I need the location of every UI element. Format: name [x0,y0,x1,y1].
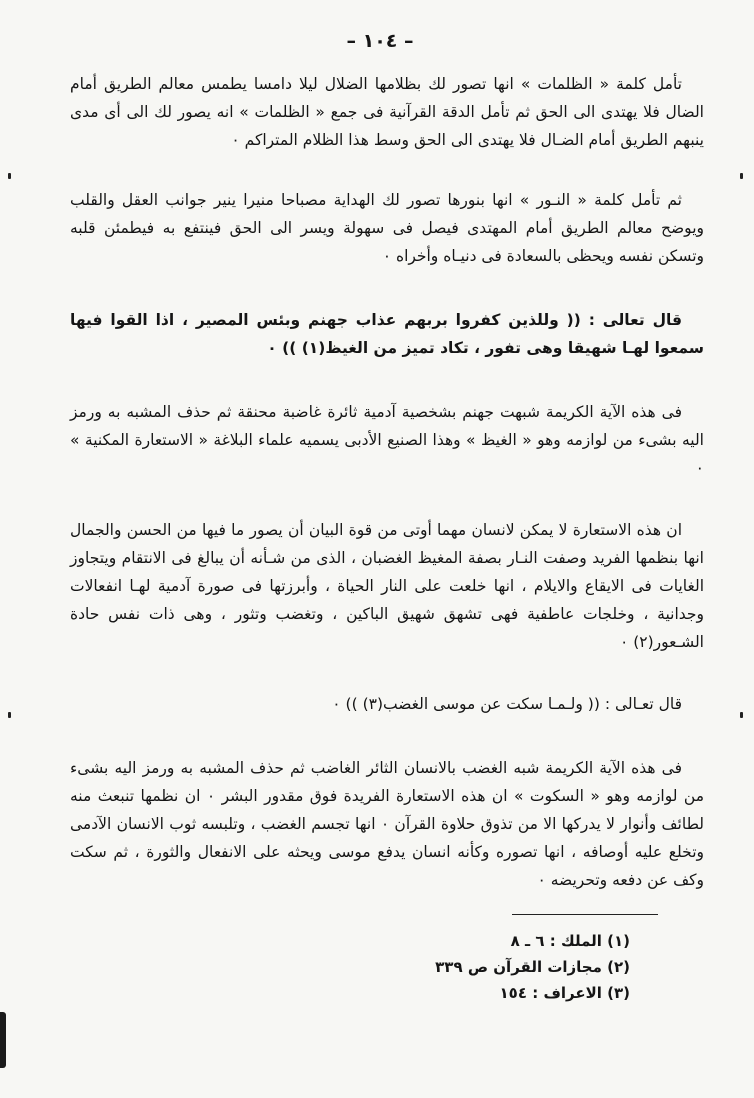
footnote-item: (٣) الاعراف : ١٥٤ [499,984,630,1002]
footnote-divider [512,914,658,915]
page-body [70,70,704,894]
paragraph-light: ثم تأمل كلمة « النـور » انها بنورها تصور لك الهداية مصباحا منيرا ينير جوانب العقل والقلب ويوضح معالم الطريق أمام المهتدى فيصل فى سهولة ويسر الى الحق فينتفع به فيطمئن قلبه وتسكن نفسه ويحظى بالسعادة فى دنيـاه وأخراه ٠ [70,191,704,265]
footnote-item: (١) الملك : ٦ ـ ٨ [510,932,630,950]
paragraph-anger-metaphor: فى هذه الآية الكريمة شبه الغضب بالانسان الثائر الغاضب ثم حذف المشبه به ورمز اليه بشىء من لوازمه وهو « السكوت » ان هذه الاستعارة الفريدة فوق مقدور البشر ٠ ان نظمها تنبعث منه لطائف وأنوار لا يدركها الا من تذوق حلاوة القرآن ٠ انها تجسم الغضب ، وتلبسه ثوب الانسان الآدمى وتخلع عليه أوصافه ، انها تصوره وكأنه انسان يدفع موسى ويحثه على الانفعال والثورة ، ثم سكت وكف عن دفعه وتحريضه ٠ [70,759,705,889]
verse-quote-anger: قال تعـالى : (( ولـمـا سكت عن موسى الغضب(٣) )) ٠ [332,695,682,713]
verse-quote-hell: قال تعالى : (( وللذين كفروا بربهم عذاب جهنم وبئس المصير ، اذا القوا فيها سمعوا لهـا شهيقا وهى تفور ، تكاد تميز من الغيظ(١) )) ٠ [70,311,704,357]
paragraph-metaphor-analysis: ان هذه الاستعارة لا يمكن لانسان مهما أوتى من قوة البيان أن يصور ما فيها من الحسن والجمال انها بنظمها الفريد وصفت النـار بصفة المغيظ الغضبان ، الذى من شـأنه أن يبالغ فى الانتقام ويتجاوز الغايات فى الايقاع والايلام ، انها خلعت على النار الحياة ، وأبرزتها فى صورة آدمية لهـا انفعالات وجدانية ، وخلجات عاطفية فهى تشهق شهيق الباكين ، وتغضب وتثور ، وهى ذات نفس حادة الشـعور(٢) ٠ [70,521,704,651]
paragraph-darkness: تأمل كلمة « الظلمات » انها تصور لك بظلامها الضلال ليلا دامسا يطمس معالم الطريق أمام الضال فلا يهتدى الى الحق ثم تأمل الدقة القرآنية فى جمع « الظلمات » انه يصور لك الى أى مدى ينبهم الطريق أمام الضـال فلا يهتدى الى الحق وسط هذا الظلام المتراكم ٠ [70,75,704,149]
margin-mark [8,712,11,718]
page-number: – ١٠٤ – [346,30,414,52]
margin-mark [8,173,11,179]
paragraph-hell-metaphor: فى هذه الآية الكريمة شبهت جهنم بشخصية آدمية ثائرة غاضبة محنقة ثم حذف المشبه به ورمز اليه بشىء من لوازمه وهو « الغيظ » وهذا الصنيع الأدبى يسميه علماء البلاغة « الاستعارة المكنية » ٠ [70,403,704,477]
footnote-item: (٢) مجازات القرآن ص ٣٣٩ [435,958,630,976]
binding-edge-mark [0,1012,6,1068]
margin-mark [740,712,743,718]
footnotes [300,928,630,1006]
margin-mark [740,173,743,179]
